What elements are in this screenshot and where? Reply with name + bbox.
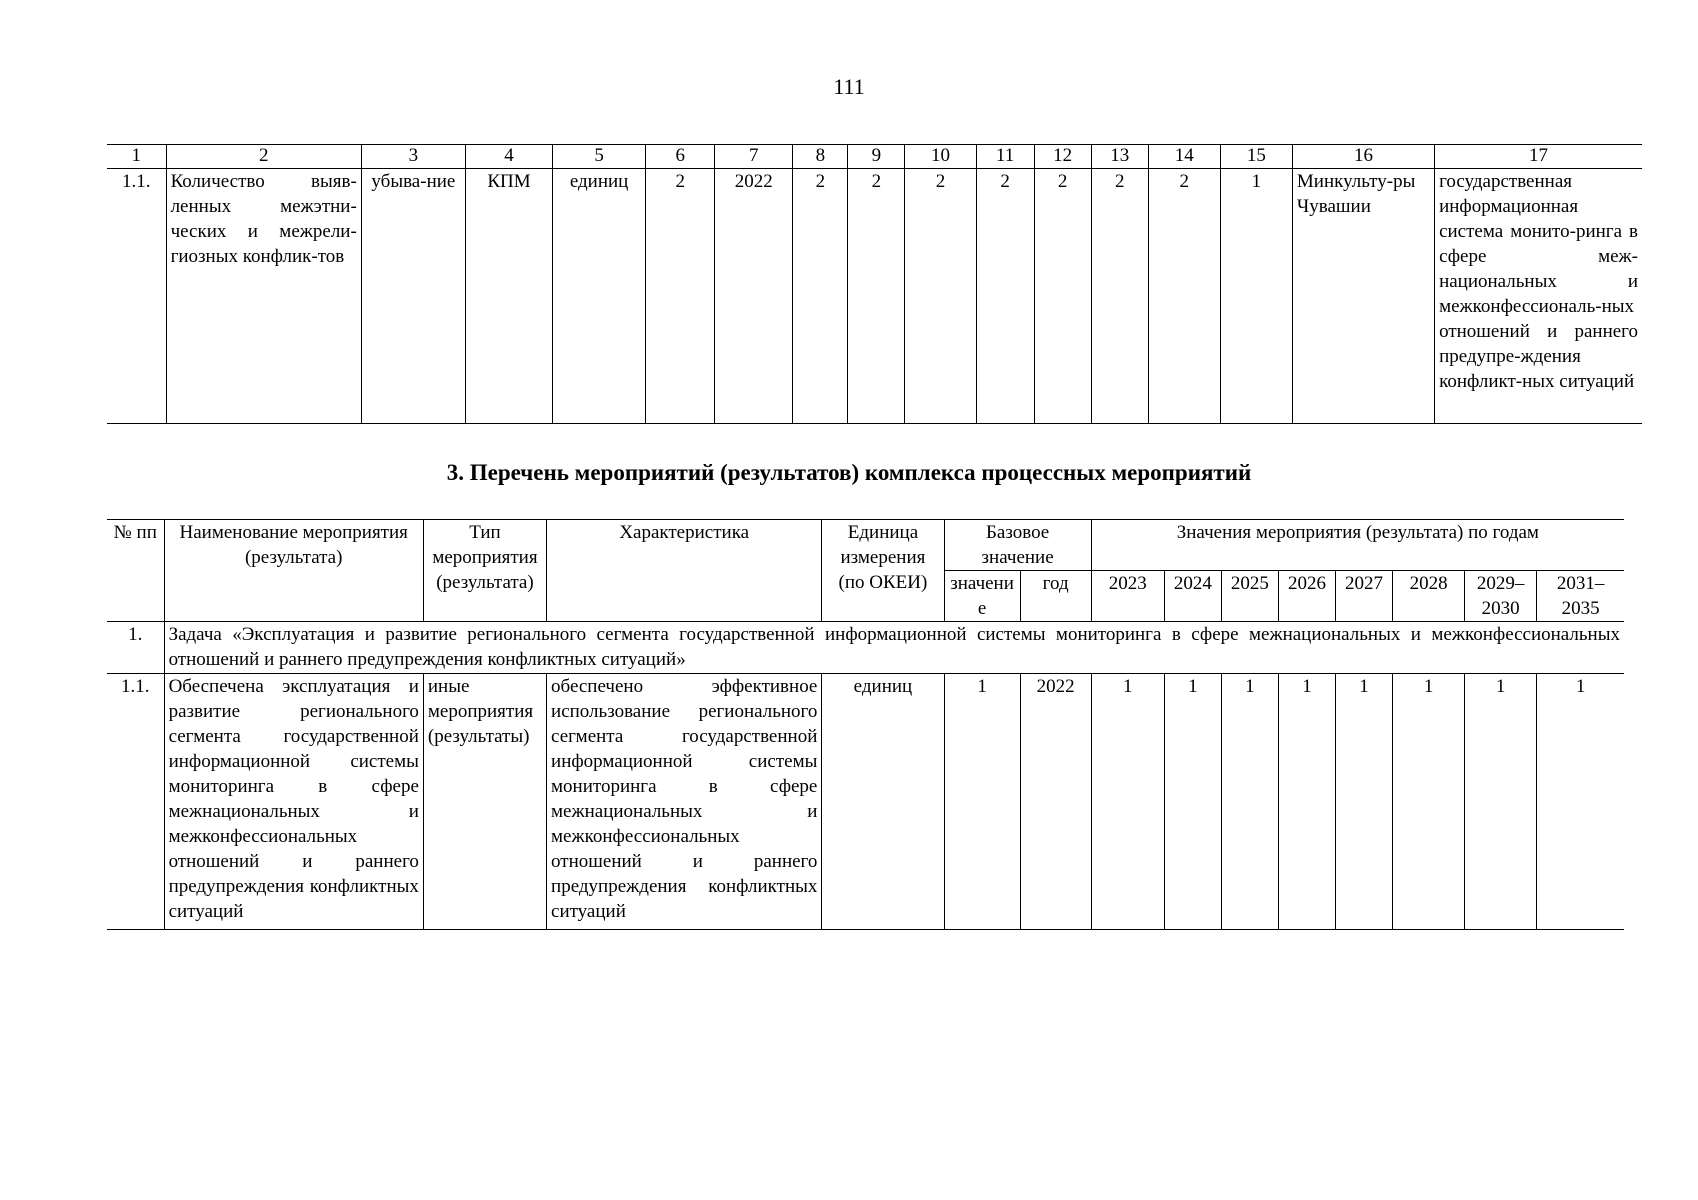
year-value: 2 — [905, 169, 976, 424]
year-value: 2 — [848, 169, 905, 424]
column-number: 5 — [553, 145, 646, 169]
header-year: 2023 — [1091, 571, 1164, 622]
header-base: Базовое значение — [944, 520, 1091, 571]
column-number: 13 — [1091, 145, 1148, 169]
column-number: 12 — [1034, 145, 1091, 169]
header-row — [107, 520, 1624, 571]
page-number: 111 — [833, 74, 865, 99]
header-values-by-year: Значения мероприятия (результата) по годам — [1091, 520, 1624, 571]
column-number: 17 — [1435, 145, 1642, 169]
header-year: 2025 — [1221, 571, 1278, 622]
header-num: № пп — [107, 520, 164, 622]
header-year: 2031–2035 — [1537, 571, 1624, 622]
table-row — [107, 169, 1642, 424]
header-name: Наименование мероприятия (результата) — [164, 520, 423, 622]
column-number: 9 — [848, 145, 905, 169]
task-row — [107, 622, 1624, 674]
task-number: 1. — [107, 622, 164, 674]
row-number: 1.1. — [107, 674, 164, 930]
table-row — [107, 674, 1624, 930]
column-number: 8 — [793, 145, 848, 169]
base-value: 1 — [944, 674, 1020, 930]
year-value: 1 — [1164, 674, 1221, 930]
column-number: 6 — [646, 145, 715, 169]
year-value: 1 — [1091, 674, 1164, 930]
year-value: 2 — [1148, 169, 1220, 424]
column-number: 1 — [107, 145, 166, 169]
measure-characteristic: обеспечено эффективное использование регионального сегмента государственной информационной системы мониторинга в сфере межнациональных и межконфессиональных отношений и раннего предупреждения конфликтных ситуаций — [547, 674, 822, 930]
base-value: 2 — [646, 169, 715, 424]
column-number: 4 — [465, 145, 552, 169]
header-year: 2027 — [1335, 571, 1392, 622]
header-characteristic: Характеристика — [547, 520, 822, 622]
year-value: 2 — [1034, 169, 1091, 424]
year-value: 1 — [1335, 674, 1392, 930]
column-number-row — [107, 145, 1642, 169]
year-value: 1 — [1465, 674, 1537, 930]
indicator-name: Количество выяв-ленных межэтни-ческих и межрели-гиозных конфлик-тов — [166, 169, 361, 424]
information-system: государственная информационная система монито-ринга в сфере меж-национальных и межконфессиональ-ных отношений и раннего предупре-ждения конфликт-ных ситуаций — [1435, 169, 1642, 424]
column-number: 15 — [1220, 145, 1292, 169]
header-base-year: год — [1020, 571, 1091, 622]
unit: единиц — [822, 674, 944, 930]
task-text: Задача «Эксплуатация и развитие регионального сегмента государственной информационной системы мониторинга в сфере межнациональных и межконфессиональных отношений и раннего предупреждения конфликтных ситуаций» — [164, 622, 1624, 674]
section-title: 3. Перечень мероприятий (результатов) комплекса процессных мероприятий — [446, 460, 1252, 485]
base-year: 2022 — [1020, 674, 1091, 930]
year-value: 1 — [1278, 674, 1335, 930]
base-year: 2022 — [715, 169, 793, 424]
year-value: 2 — [793, 169, 848, 424]
header-type: Тип мероприятия (результата) — [423, 520, 546, 622]
header-base-value: значение — [944, 571, 1020, 622]
column-number: 3 — [361, 145, 465, 169]
year-value: 1 — [1221, 674, 1278, 930]
year-value: 1 — [1220, 169, 1292, 424]
header-year: 2028 — [1393, 571, 1465, 622]
measures-table — [107, 519, 1624, 930]
column-number: 11 — [976, 145, 1034, 169]
header-year: 2024 — [1164, 571, 1221, 622]
unit: единиц — [553, 169, 646, 424]
column-number: 10 — [905, 145, 976, 169]
measure-name: Обеспечена эксплуатация и развитие регионального сегмента государственной информационной системы мониторинга в сфере межнациональных и межконфессиональных отношений и раннего предупреждения конфликтных ситуаций — [164, 674, 423, 930]
year-value: 1 — [1537, 674, 1624, 930]
indicator-trend: убыва-ние — [361, 169, 465, 424]
year-value: 1 — [1393, 674, 1465, 930]
header-year: 2029–2030 — [1465, 571, 1537, 622]
column-number: 7 — [715, 145, 793, 169]
responsible-body: Минкульту-ры Чувашии — [1292, 169, 1434, 424]
indicators-table — [107, 144, 1642, 424]
measure-type: иные мероприятия (результаты) — [423, 674, 546, 930]
row-number: 1.1. — [107, 169, 166, 424]
column-number: 14 — [1148, 145, 1220, 169]
column-number: 2 — [166, 145, 361, 169]
year-value: 2 — [1091, 169, 1148, 424]
year-value: 2 — [976, 169, 1034, 424]
indicator-level: КПМ — [465, 169, 552, 424]
header-year: 2026 — [1278, 571, 1335, 622]
header-unit: Единица измерения (по ОКЕИ) — [822, 520, 944, 622]
column-number: 16 — [1292, 145, 1434, 169]
